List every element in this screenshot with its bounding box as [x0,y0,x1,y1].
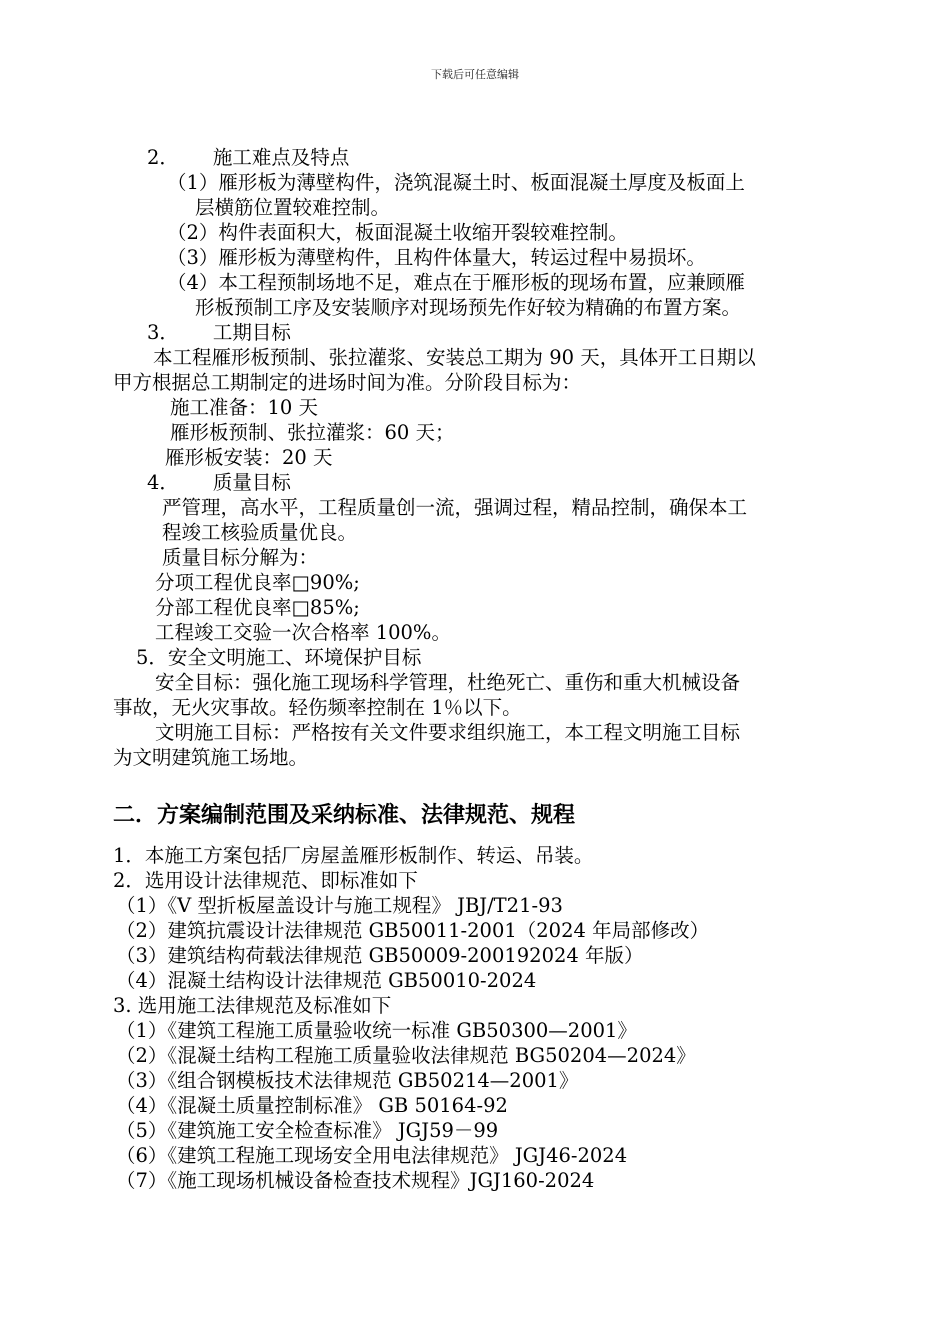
difficulty-item-1: （1）雁形板为薄壁构件，浇筑混凝土时、板面混凝土厚度及板面上 [167,171,745,194]
section-2-heading [147,145,349,170]
section-4-number: 4． [147,471,179,494]
safety-goal-line-2: 事故，无火灾事故。轻伤频率控制在 1％以下。 [113,696,522,719]
schedule-paragraph-line-2: 甲方根据总工期制定的进场时间为准。分阶段目标为： [113,371,582,394]
page-header: 下载后可任意编辑 [431,68,519,81]
difficulty-item-2: （2）构件表面积大，板面混凝土收缩开裂较难控制。 [167,221,628,244]
civilized-goal-line-2: 为文明建筑施工场地。 [113,746,309,769]
construction-standard-4: （4）《混凝土质量控制标准》 GB 50164-92 [116,1094,508,1117]
schedule-stage-prep: 施工准备：10 天 [170,396,319,419]
scope-line: 1．本施工方案包括厂房屋盖雁形板制作、转运、吊装。 [113,844,594,867]
design-standard-4: （4）混凝土结构设计法律规范 GB50010-2024 [116,969,537,992]
construction-standard-5: （5）《建筑施工安全检查标准》 JGJ59－99 [116,1119,499,1142]
quality-item-pass-rate: 工程竣工交验一次合格率 100%。 [155,621,451,644]
section-3-number: 3． [147,321,179,344]
design-standard-3: （3）建筑结构荷载法律规范 GB50009-200192024 年版） [116,944,644,967]
section-4-title: 质量目标 [212,471,291,494]
quality-paragraph-line-1: 严管理，高水平，工程质量创一流，强调过程，精品控制，确保本工 [162,496,748,519]
section-4-heading [147,470,291,495]
construction-standard-3: （3）《组合钢模板技术法律规范 GB50214—2001》 [116,1069,579,1092]
safety-goal-line-1: 安全目标：强化施工现场科学管理，杜绝死亡、重伤和重大机械设备 [155,671,741,694]
design-standards-heading: 2．选用设计法律规范、即标准如下 [113,869,418,892]
difficulty-item-3: （3）雁形板为薄壁构件，且构件体量大，转运过程中易损坏。 [167,246,706,269]
construction-standard-1: （1）《建筑工程施工质量验收统一标准 GB50300—2001》 [116,1019,637,1042]
section-3-title: 工期目标 [212,321,291,344]
construction-standard-6: （6）《建筑工程施工现场安全用电法律规范》 JGJ46-2024 [116,1144,628,1167]
section-2-title: 施工难点及特点 [212,146,350,169]
construction-standards-heading: 3. 选用施工法律规范及标准如下 [113,994,392,1017]
construction-standard-2: （2）《混凝土结构工程施工质量验收法律规范 BG50204—2024》 [116,1044,696,1067]
difficulty-item-4-cont: 形板预制工序及安装顺序对现场预先作好较为精确的布置方案。 [195,296,742,319]
schedule-stage-precast: 雁形板预制、张拉灌浆：60 天； [170,421,455,444]
civilized-goal-line-1: 文明施工目标：严格按有关文件要求组织施工，本工程文明施工目标 [155,721,741,744]
part-2-heading: 二．方案编制范围及采纳标准、法律规范、规程 [113,803,576,828]
difficulty-item-4: （4）本工程预制场地不足，难点在于雁形板的现场布置，应兼顾雁 [167,271,745,294]
section-3-heading [147,320,291,345]
construction-standard-7: （7）《施工现场机械设备检查技术规程》JGJ160-2024 [116,1169,595,1192]
quality-breakdown-label: 质量目标分解为： [162,546,319,569]
quality-paragraph-line-2: 程竣工核验质量优良。 [162,521,358,544]
quality-item-division-rate: 分部工程优良率□85%; [155,596,360,619]
section-5-heading: 5．安全文明施工、环境保护目标 [136,646,422,669]
section-2-number: 2． [147,146,179,169]
design-standard-2: （2）建筑抗震设计法律规范 GB50011-2001（2024 年局部修改） [116,919,710,942]
quality-item-subitem-rate: 分项工程优良率□90%; [155,571,360,594]
schedule-stage-install: 雁形板安装：20 天 [165,446,333,469]
difficulty-item-1-cont: 层横筋位置较难控制。 [195,196,391,219]
schedule-paragraph-line-1: 本工程雁形板预制、张拉灌浆、安装总工期为 90 天，具体开工日期以 [153,346,756,369]
design-standard-1: （1）《V 型折板屋盖设计与施工规程》 JBJ/T21-93 [116,894,563,917]
